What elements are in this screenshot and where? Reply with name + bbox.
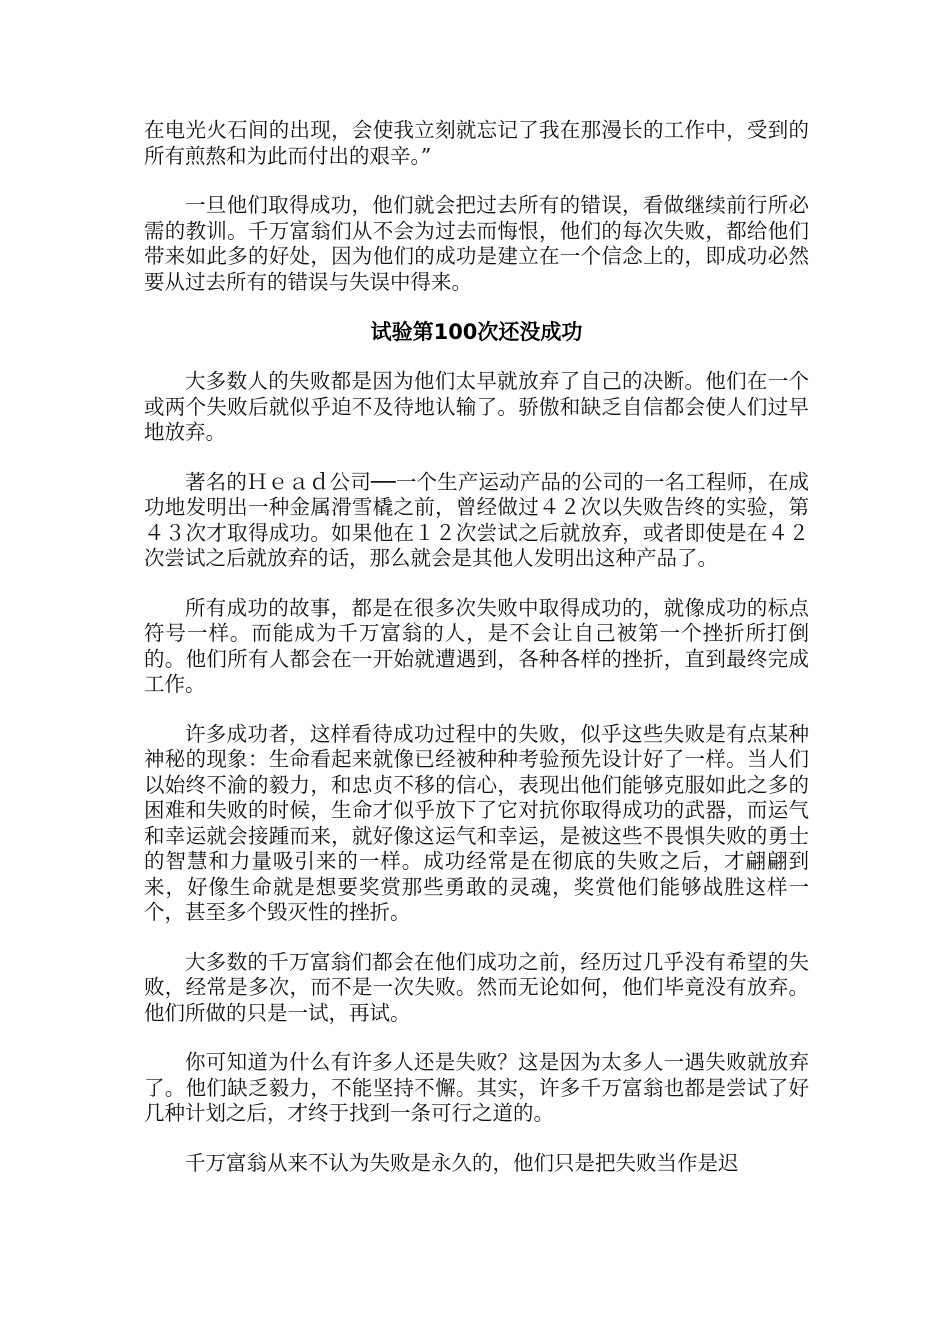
document-page <box>144 118 809 1200</box>
paragraph-mysterious-failures: 许多成功者，这样看待成功过程中的失败，似乎这些失败是有点某种神秘的现象：生命看起来就像已经被种种考验预先设计好了一样。当人们以始终不渝的毅力，和忠贞不移的信心，表现出他们能够克服如此之多的困难和失败的时候，生命才似乎放下了它对抗你取得成功的武器，而运气和幸运就会接踵而来，就好像这运气和幸运，是被这些不畏惧失败的勇士的智慧和力量吸引来的一样。成功经常是在彻底的失败之后，才翩翩到来，好像生命就是想要奖赏那些勇敢的灵魂，奖赏他们能够战胜这样一个，甚至多个毁灭性的挫折。 <box>144 721 809 924</box>
paragraph-giving-up-early: 大多数人的失败都是因为他们太早就放弃了自己的决断。他们在一个或两个失败后就似乎迫不及待地认输了。骄傲和缺乏自信都会使人们过早地放弃。 <box>144 369 809 444</box>
paragraph-success-stories: 所有成功的故事，都是在很多次失败中取得成功的，就像成功的标点符号一样。而能成为千万富翁的人，是不会让自己被第一个挫折所打倒的。他们所有人都会在一开始就遭遇到，各种各样的挫折，直到最终完成工作。 <box>144 595 809 696</box>
paragraph-try-again: 大多数的千万富翁们都会在他们成功之前，经历过几乎没有希望的失败，经常是多次，而不是一次失败。然而无论如何，他们毕竟没有放弃。他们所做的只是一试，再试。 <box>144 949 809 1025</box>
paragraph-lessons-from-mistakes: 一旦他们取得成功，他们就会把过去所有的错误，看做继续前行所必需的教训。千万富翁们从不会为过去而悔恨，他们的每次失败，都给他们带来如此多的好处，因为他们的成功是建立在一个信念上的，即成功必然要从过去所有的错误与失误中得来。 <box>144 193 809 294</box>
paragraph-head-company-story: 著名的Ｈｅａｄ公司──一个生产运动产品的公司的一名工程师，在成功地发明出一种金属滑雪橇之前，曾经做过４２次以失败告终的实验，第４３次才取得成功。如果他在１２次尝试之后就放弃，或者即使是在４２次尝试之后就放弃的话，那么就会是其他人发明出这种产品了。 <box>144 469 809 570</box>
paragraph-failure-not-permanent: 千万富翁从来不认为失败是永久的，他们只是把失败当作是迟 <box>185 1150 739 1175</box>
section-heading: 试验第100次还没成功 <box>370 320 583 344</box>
paragraph-why-people-fail: 你可知道为什么有许多人还是失败？这是因为太多人一遇失败就放弃了。他们缺乏毅力，不能坚持不懈。其实，许多千万富翁也都是尝试了好几种计划之后，才终于找到一条可行之道的。 <box>144 1050 809 1125</box>
intro-paragraph: 在电光火石间的出现，会使我立刻就忘记了我在那漫长的工作中，受到的所有煎熬和为此而付出的艰辛。” <box>144 118 809 168</box>
